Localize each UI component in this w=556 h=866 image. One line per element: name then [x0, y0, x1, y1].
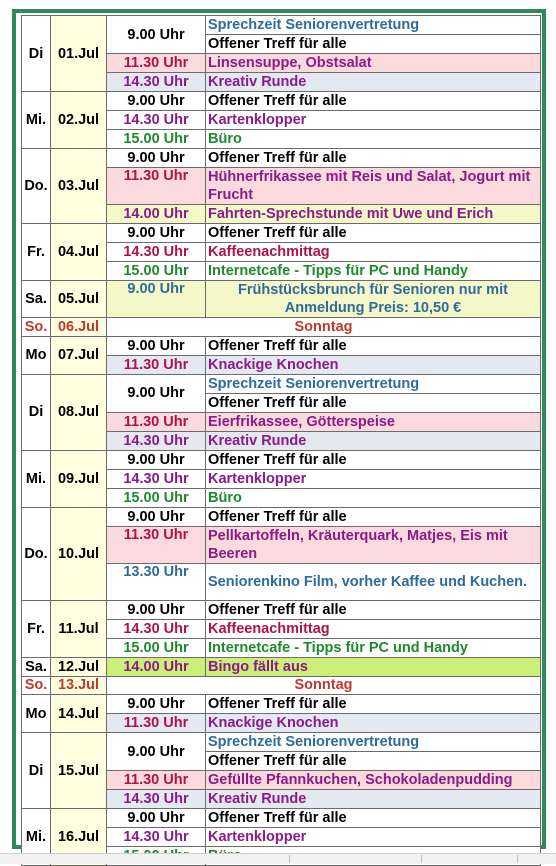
table-row: [22, 374, 541, 393]
event-cell[interactable]: Kaffeenachmittag: [206, 619, 541, 638]
time-cell[interactable]: 15.00 Uhr: [107, 130, 206, 149]
day-name-cell[interactable]: Mi.: [22, 450, 51, 507]
date-cell[interactable]: 06.Jul: [51, 318, 107, 337]
event-cell[interactable]: Kaffeenachmittag: [206, 243, 541, 262]
schedule-table: [21, 15, 541, 866]
table-row: [22, 92, 541, 111]
event-cell[interactable]: Knackige Knochen: [206, 714, 541, 733]
event-cell[interactable]: Knackige Knochen: [206, 355, 541, 374]
time-cell[interactable]: 9.00 Uhr: [107, 507, 206, 526]
event-cell[interactable]: Kartenklopper: [206, 111, 541, 130]
event-cell[interactable]: Offener Treff für alle: [206, 809, 541, 828]
date-cell[interactable]: 04.Jul: [51, 224, 107, 281]
event-cell[interactable]: Offener Treff für alle: [206, 600, 541, 619]
table-row: [22, 733, 541, 752]
status-divider: [421, 855, 422, 863]
date-cell[interactable]: 07.Jul: [51, 336, 107, 374]
sheet-status-bar: [0, 853, 556, 864]
time-cell[interactable]: 14.00 Uhr: [107, 205, 206, 224]
time-cell[interactable]: 9.00 Uhr: [107, 16, 206, 54]
event-cell[interactable]: Frühstücksbrunch für Senioren nur mit Anmeldung Preis: 10,50 €: [206, 281, 541, 318]
table-row: [22, 336, 541, 355]
time-cell[interactable]: 14.30 Uhr: [107, 469, 206, 488]
event-cell[interactable]: Offener Treff für alle: [206, 149, 541, 168]
day-name-cell[interactable]: Mi.: [22, 92, 51, 149]
event-cell[interactable]: Eierfrikassee, Götterspeise: [206, 412, 541, 431]
event-cell[interactable]: Offener Treff für alle: [206, 507, 541, 526]
time-cell[interactable]: 11.30 Uhr: [107, 412, 206, 431]
time-cell[interactable]: 15.00 Uhr: [107, 488, 206, 507]
time-cell[interactable]: 9.00 Uhr: [107, 600, 206, 619]
event-cell[interactable]: Kreativ Runde: [206, 431, 541, 450]
time-cell[interactable]: 9.00 Uhr: [107, 374, 206, 412]
event-cell[interactable]: Linsensuppe, Obstsalat: [206, 54, 541, 73]
event-cell[interactable]: Kreativ Runde: [206, 790, 541, 809]
table-row: [22, 809, 541, 828]
event-cell[interactable]: Büro: [206, 130, 541, 149]
event-cell[interactable]: Offener Treff für alle: [206, 224, 541, 243]
table-row: [22, 149, 541, 168]
day-name-cell[interactable]: Do.: [22, 507, 51, 600]
day-name-cell[interactable]: Do.: [22, 149, 51, 224]
event-cell[interactable]: Kartenklopper: [206, 469, 541, 488]
date-cell[interactable]: 10.Jul: [51, 507, 107, 600]
day-name-cell[interactable]: Fr.: [22, 224, 51, 281]
table-row: [22, 224, 541, 243]
time-cell[interactable]: 9.00 Uhr: [107, 336, 206, 355]
date-cell[interactable]: 14.Jul: [51, 695, 107, 733]
table-row: [22, 695, 541, 714]
table-row: [22, 657, 541, 676]
time-cell[interactable]: 11.30 Uhr: [107, 168, 206, 205]
date-cell[interactable]: 15.Jul: [51, 733, 107, 809]
event-cell[interactable]: Offener Treff für alle: [206, 336, 541, 355]
event-cell[interactable]: Büro: [206, 488, 541, 507]
event-cell[interactable]: Fahrten-Sprechstunde mit Uwe und Erich: [206, 205, 541, 224]
time-cell[interactable]: 14.30 Uhr: [107, 790, 206, 809]
schedule-body: [22, 16, 541, 866]
day-name-cell[interactable]: Di: [22, 733, 51, 809]
table-row: [22, 507, 541, 526]
date-cell[interactable]: 08.Jul: [51, 374, 107, 450]
time-cell[interactable]: 9.00 Uhr: [107, 450, 206, 469]
date-cell[interactable]: 09.Jul: [51, 450, 107, 507]
time-cell[interactable]: 14.00 Uhr: [107, 657, 206, 676]
time-cell[interactable]: 14.30 Uhr: [107, 431, 206, 450]
time-cell[interactable]: 11.30 Uhr: [107, 771, 206, 790]
day-name-cell[interactable]: Sa.: [22, 281, 51, 318]
event-cell[interactable]: Gefüllte Pfannkuchen, Schokoladenpudding: [206, 771, 541, 790]
time-cell[interactable]: 11.30 Uhr: [107, 526, 206, 563]
status-divider: [289, 855, 290, 863]
table-row: [22, 281, 541, 318]
event-cell[interactable]: Internetcafe - Tipps für PC und Handy: [206, 262, 541, 281]
event-cell[interactable]: Sprechzeit Seniorenvertretung: [206, 733, 541, 752]
date-cell[interactable]: 11.Jul: [51, 600, 107, 657]
table-row: [22, 600, 541, 619]
table-row: [22, 16, 541, 35]
date-cell[interactable]: 03.Jul: [51, 149, 107, 224]
time-cell[interactable]: 9.00 Uhr: [107, 733, 206, 771]
event-cell[interactable]: Kreativ Runde: [206, 73, 541, 92]
event-cell[interactable]: Offener Treff für alle: [206, 450, 541, 469]
event-cell[interactable]: Offener Treff für alle: [206, 35, 541, 54]
time-cell[interactable]: 11.30 Uhr: [107, 54, 206, 73]
time-cell[interactable]: 14.30 Uhr: [107, 619, 206, 638]
time-cell[interactable]: 15.00 Uhr: [107, 262, 206, 281]
day-name-cell[interactable]: Fr.: [22, 600, 51, 657]
time-cell[interactable]: 9.00 Uhr: [107, 224, 206, 243]
time-cell[interactable]: 14.30 Uhr: [107, 73, 206, 92]
day-name-cell[interactable]: So.: [22, 318, 51, 337]
time-cell[interactable]: 11.30 Uhr: [107, 355, 206, 374]
event-cell[interactable]: Offener Treff für alle: [206, 695, 541, 714]
date-cell[interactable]: 05.Jul: [51, 281, 107, 318]
event-cell[interactable]: Offener Treff für alle: [206, 393, 541, 412]
day-name-cell[interactable]: Di: [22, 16, 51, 92]
time-cell[interactable]: 11.30 Uhr: [107, 714, 206, 733]
time-cell[interactable]: 13.30 Uhr: [107, 563, 206, 600]
event-cell[interactable]: Bingo fällt aus: [206, 657, 541, 676]
event-cell[interactable]: Offener Treff für alle: [206, 752, 541, 771]
time-cell[interactable]: 9.00 Uhr: [107, 695, 206, 714]
day-name-cell[interactable]: Sa.: [22, 657, 51, 676]
event-cell[interactable]: Seniorenkino Film, vorher Kaffee und Kuchen.: [206, 563, 541, 600]
event-cell[interactable]: Sprechzeit Seniorenvertretung: [206, 16, 541, 35]
date-cell[interactable]: 12.Jul: [51, 657, 107, 676]
event-cell[interactable]: Hühnerfrikassee mit Reis und Salat, Jogurt mit Frucht: [206, 168, 541, 205]
table-row: [22, 318, 541, 337]
day-name-cell[interactable]: Mo: [22, 336, 51, 374]
time-cell[interactable]: 14.30 Uhr: [107, 111, 206, 130]
table-row: [22, 450, 541, 469]
event-cell[interactable]: Offener Treff für alle: [206, 92, 541, 111]
event-cell[interactable]: Pellkartoffeln, Kräuterquark, Matjes, Eis mit Beeren: [206, 526, 541, 563]
time-cell[interactable]: 14.30 Uhr: [107, 828, 206, 847]
date-cell[interactable]: 16.Jul: [51, 809, 107, 866]
day-name-cell[interactable]: Di: [22, 374, 51, 450]
event-cell[interactable]: Sprechzeit Seniorenvertretung: [206, 374, 541, 393]
sunday-label-cell[interactable]: Sonntag: [107, 318, 541, 337]
date-cell[interactable]: 01.Jul: [51, 16, 107, 92]
time-cell[interactable]: 9.00 Uhr: [107, 281, 206, 318]
time-cell[interactable]: 9.00 Uhr: [107, 149, 206, 168]
sunday-label-cell[interactable]: Sonntag: [107, 676, 541, 695]
date-cell[interactable]: 02.Jul: [51, 92, 107, 149]
time-cell[interactable]: 14.30 Uhr: [107, 243, 206, 262]
day-name-cell[interactable]: Mi.: [22, 809, 51, 866]
time-cell[interactable]: 15.00 Uhr: [107, 638, 206, 657]
day-name-cell[interactable]: So.: [22, 676, 51, 695]
time-cell[interactable]: 9.00 Uhr: [107, 92, 206, 111]
time-cell[interactable]: 9.00 Uhr: [107, 809, 206, 828]
table-row: [22, 676, 541, 695]
status-divider: [517, 855, 518, 863]
day-name-cell[interactable]: Mo: [22, 695, 51, 733]
date-cell[interactable]: 13.Jul: [51, 676, 107, 695]
event-cell[interactable]: Kartenklopper: [206, 828, 541, 847]
event-cell[interactable]: Internetcafe - Tipps für PC und Handy: [206, 638, 541, 657]
